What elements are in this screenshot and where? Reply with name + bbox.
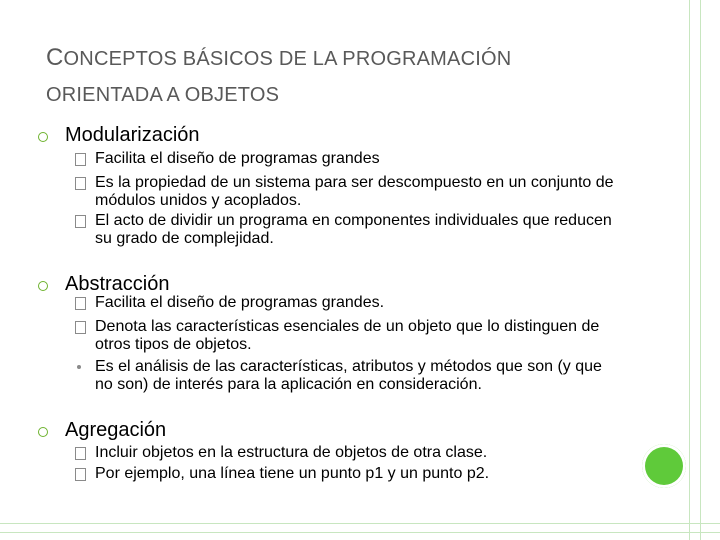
section-heading-modularizacion: Modularización: [65, 124, 200, 146]
list-item: Facilita el diseño de programas grandes: [95, 150, 380, 167]
box-bullet-icon: [75, 468, 86, 481]
title-line-1-text: ONCEPTOS BÁSICOS DE LA PROGRAMACIÓN: [63, 48, 512, 70]
list-item: Facilita el diseño de programas grandes.: [95, 294, 385, 311]
box-bullet-icon: [75, 447, 86, 460]
dot-bullet-icon: [77, 365, 81, 369]
box-bullet-icon: [75, 215, 86, 228]
section-heading-agregacion: Agregación: [65, 419, 167, 441]
circle-bullet-icon: [38, 281, 48, 291]
box-bullet-icon: [75, 177, 86, 190]
list-item: Incluir objetos en la estructura de objetos de otra clase.: [95, 444, 488, 461]
circle-bullet-icon: [38, 132, 48, 142]
box-bullet-icon: [75, 297, 86, 310]
list-item: Denota las características esenciales de un objeto que lo distinguen de otros tipos de objetos.: [95, 318, 600, 353]
list-item: Por ejemplo, una línea tiene un punto p1 y un punto p2.: [95, 465, 490, 482]
circle-bullet-icon: [38, 427, 48, 437]
box-bullet-icon: [75, 321, 86, 334]
section-heading-abstraccion: Abstracción: [65, 273, 170, 295]
list-item: El acto de dividir un programa en componentes individuales que reducen su grado de complejidad.: [95, 212, 612, 247]
list-item: Es el análisis de las características, atributos y métodos que son (y que no son) de interés para la aplicación en consideración.: [95, 358, 602, 393]
title-initial-cap: C: [46, 44, 64, 71]
slide-title-line-2: ORIENTADA A OBJETOS: [46, 84, 280, 106]
list-item: Es la propiedad de un sistema para ser descompuesto en un conjunto de módulos unidos y acoplados.: [95, 174, 614, 209]
box-bullet-icon: [75, 153, 86, 166]
